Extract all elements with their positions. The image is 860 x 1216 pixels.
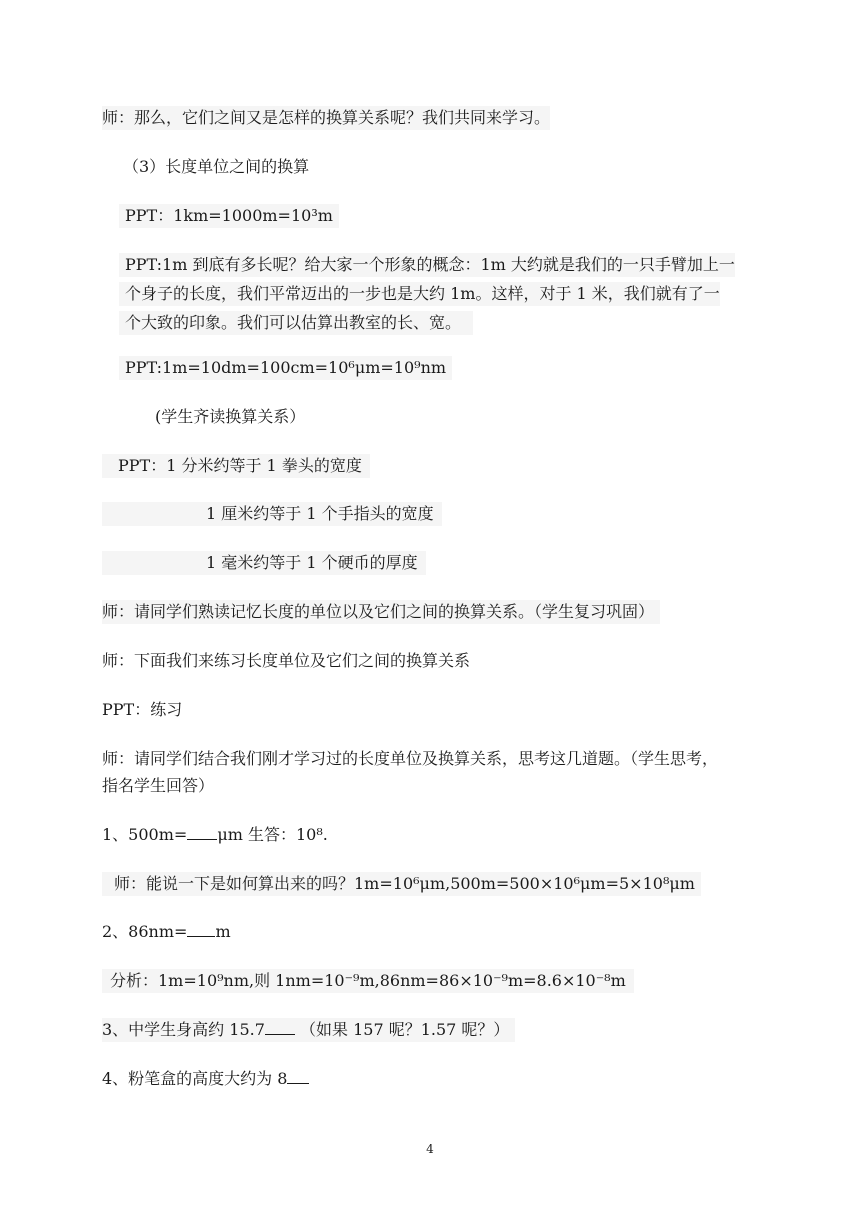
ppt-decimeter-estimate: PPT：1 分米约等于 1 拳头的宽度	[102, 454, 370, 478]
ppt-meter-conversion: PPT:1m=10dm=100cm=10⁶μm=10⁹nm	[119, 356, 452, 380]
question-1	[102, 823, 328, 847]
question-2-suffix: m	[215, 922, 231, 941]
section-heading: （3）长度单位之间的换算	[123, 157, 310, 176]
question-3-suffix: （如果 157 呢？1.57 呢？）	[294, 1020, 510, 1039]
question-4-prefix: 4、粉笔盒的高度大约为 8	[102, 1069, 288, 1088]
teacher-think-prompt-2: 指名学生回答）	[102, 776, 215, 795]
students-read-note: (学生齐读换算关系）	[155, 407, 306, 426]
question-1-blank	[187, 823, 217, 840]
question-3	[102, 1018, 515, 1042]
ppt-meter-explanation-3: 个大致的印象。我们可以估算出教室的长、宽。	[119, 311, 473, 335]
teacher-explain-line: 师：能说一下是如何算出来的吗？1m=10⁶μm,500m=500×10⁶μm=5×10⁸μm	[102, 872, 701, 896]
question-2-blank	[187, 920, 215, 937]
centimeter-estimate: 1 厘米约等于 1 个手指头的宽度	[102, 502, 442, 526]
ppt-meter-explanation-1: PPT:1m 到底有多长呢？给大家一个形象的概念：1m 大约就是我们的一只手臂加上一	[119, 253, 735, 277]
question-4-blank	[287, 1067, 309, 1084]
question-3-blank	[265, 1018, 295, 1035]
question-1-suffix: μm 生答：10⁸.	[217, 825, 328, 844]
question-2	[102, 920, 231, 944]
teacher-review-line: 师：请同学们熟读记忆长度的单位以及它们之间的换算关系。（学生复习巩固）	[102, 600, 660, 624]
question-4	[102, 1067, 309, 1091]
question-2-prefix: 2、86nm=	[102, 922, 188, 941]
ppt-practice-label: PPT：练习	[102, 700, 183, 719]
page-number: 4	[426, 1142, 434, 1156]
teacher-question-line: 师：那么，它们之间又是怎样的换算关系呢？我们共同来学习。	[102, 106, 550, 130]
question-3-prefix: 3、中学生身高约 15.7	[102, 1020, 265, 1039]
millimeter-estimate: 1 毫米约等于 1 个硬币的厚度	[102, 551, 426, 575]
ppt-meter-explanation-2: 个身子的长度，我们平常迈出的一步也是大约 1m。这样，对于 1 米，我们就有了一	[119, 282, 720, 306]
teacher-practice-intro: 师：下面我们来练习长度单位及它们之间的换算关系	[102, 651, 471, 670]
teacher-think-prompt-1: 师：请同学们结合我们刚才学习过的长度单位及换算关系，思考这几道题。（学生思考，	[102, 749, 719, 768]
question-1-prefix: 1、500m=	[102, 825, 188, 844]
analysis-line: 分析：1m=10⁹nm,则 1nm=10⁻⁹m,86nm=86×10⁻⁹m=8.6×10⁻⁸m	[102, 969, 634, 993]
ppt-km-conversion: PPT：1km=1000m=10³m	[119, 204, 339, 228]
